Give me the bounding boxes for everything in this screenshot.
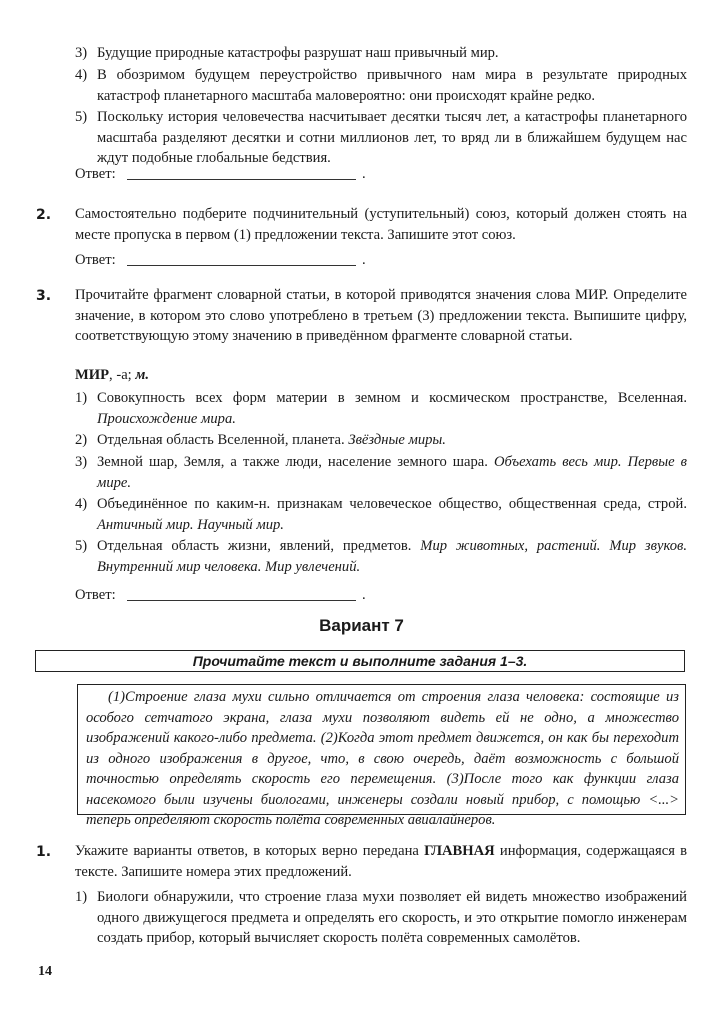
answer-label: Ответ: <box>75 166 116 182</box>
meaning-5 <box>75 536 687 577</box>
task-number: 1. <box>36 844 52 860</box>
meaning-number: 1) <box>75 390 88 406</box>
reading-text: (1)Строение глаза мухи сильно отличается от строения глаза человека: состоящие из особого сетчатого экрана, глаза мухи позволяют видеть ей не одно, а множество изображений какого-либо предмета. (2)Когда этот предмет движется, он как бы переходит из одного изображения в другое, что, в свою очередь, даёт возможность с большой точностью определять скорость его перемещения. (3)После того как функции глаза насекомого были изучены биологами, инженеры создали новый прибор, с помощью <...> теперь определяют скорость полёта современных авиалайнеров. <box>86 689 679 828</box>
option-text: Поскольку история человечества насчитывает десятки тысяч лет, а катастрофы планетарного масштаба разделяют десятки и сотни миллионов лет, то вряд ли в ближайшем будущем нас ждут подобные глобальные бедствия. <box>97 109 687 166</box>
meaning-example: Происхождение мира. <box>97 410 236 427</box>
meaning-number: 3) <box>75 454 88 470</box>
meaning-2 <box>75 430 687 451</box>
task1-option-1 <box>75 887 687 949</box>
headword: МИР <box>75 367 110 383</box>
meaning-text: Земной шар, Земля, а также люди, население земного шара. <box>97 454 494 470</box>
task1-text <box>75 841 687 882</box>
option-text: В обозримом будущем переустройство привычного нам мира в результате природных катастроф планетарного масштаба маловероятно: они происходят крайне редко. <box>97 67 687 104</box>
page-number: 14 <box>38 964 52 979</box>
meaning-example: Мир животных, растений. Мир звуков. Внутренний мир человека. Мир увлечений. <box>97 538 687 575</box>
option-4 <box>75 65 687 106</box>
answer-period: . <box>362 252 366 268</box>
task-number: 3. <box>36 288 52 304</box>
headword-grammar: , -а; <box>109 367 136 383</box>
dictionary-headword <box>75 365 149 386</box>
meaning-example: Звёздные миры. <box>348 432 446 448</box>
reading-text-box <box>77 684 686 828</box>
headword-gender: м. <box>135 367 150 383</box>
meaning-4 <box>75 494 687 535</box>
answer-label: Ответ: <box>75 252 116 268</box>
meaning-text: Объединённое по каким-н. признакам человеческое общество, общественная среда, строй. <box>97 496 687 512</box>
meaning-example: Объехать весь мир. Первые в мире. <box>97 454 687 491</box>
meaning-text: Отдельная область Вселенной, планета. <box>97 432 349 448</box>
meaning-number: 2) <box>75 432 88 448</box>
answer-line[interactable] <box>127 600 356 601</box>
task3-text: Прочитайте фрагмент словарной статьи, в которой приводятся значения слова МИР. Определите значение, в котором это слово употреблено в третьем (3) предложении текста. Выпишите цифру, соответствующую этому значению в приведённом фрагменте словарной статьи. <box>75 287 687 344</box>
meaning-1 <box>75 388 687 429</box>
task1-text-before: Укажите варианты ответов, в которых верно передана <box>75 843 425 859</box>
option-number: 5) <box>75 109 88 125</box>
meaning-number: 5) <box>75 538 88 554</box>
answer-line[interactable] <box>127 265 356 266</box>
task1-text-after: информация, содержащаяся в тексте. Запишите номера этих предложений. <box>75 843 687 880</box>
answer-period: . <box>362 587 366 603</box>
option-number: 4) <box>75 67 88 83</box>
task-number: 2. <box>36 207 52 223</box>
meaning-3 <box>75 452 687 493</box>
instruction-box: Прочитайте текст и выполните задания 1–3. <box>35 650 685 672</box>
meaning-number: 4) <box>75 496 88 512</box>
option-text: Биологи обнаружили, что строение глаза мухи позволяет ей видеть множество изображений одного движущегося предмета и определять его скорость, и это открытие помогло инженерам создать прибор, который вычисляет скорость полёта современных самолётов. <box>97 889 687 946</box>
answer-period: . <box>362 166 366 182</box>
task1-emphasis: ГЛАВНАЯ <box>424 843 495 859</box>
option-3 <box>75 43 687 64</box>
option-5 <box>75 107 687 169</box>
meaning-text: Отдельная область жизни, явлений, предметов. <box>97 538 421 554</box>
meaning-example: Античный мир. Научный мир. <box>97 516 284 533</box>
task2-text: Самостоятельно подберите подчинительный (уступительный) союз, который должен стоять на месте пропуска в первом (1) предложении текста. Запишите этот союз. <box>75 206 687 243</box>
answer-line[interactable] <box>127 179 356 180</box>
answer-label: Ответ: <box>75 587 116 603</box>
option-text: Будущие природные катастрофы разрушат наш привычный мир. <box>97 45 499 61</box>
option-number: 3) <box>75 45 88 61</box>
meaning-text: Совокупность всех форм материи в земном и космическом пространстве, Вселенная. <box>97 390 687 406</box>
variant-title: Вариант 7 <box>319 616 404 635</box>
option-number: 1) <box>75 889 88 905</box>
